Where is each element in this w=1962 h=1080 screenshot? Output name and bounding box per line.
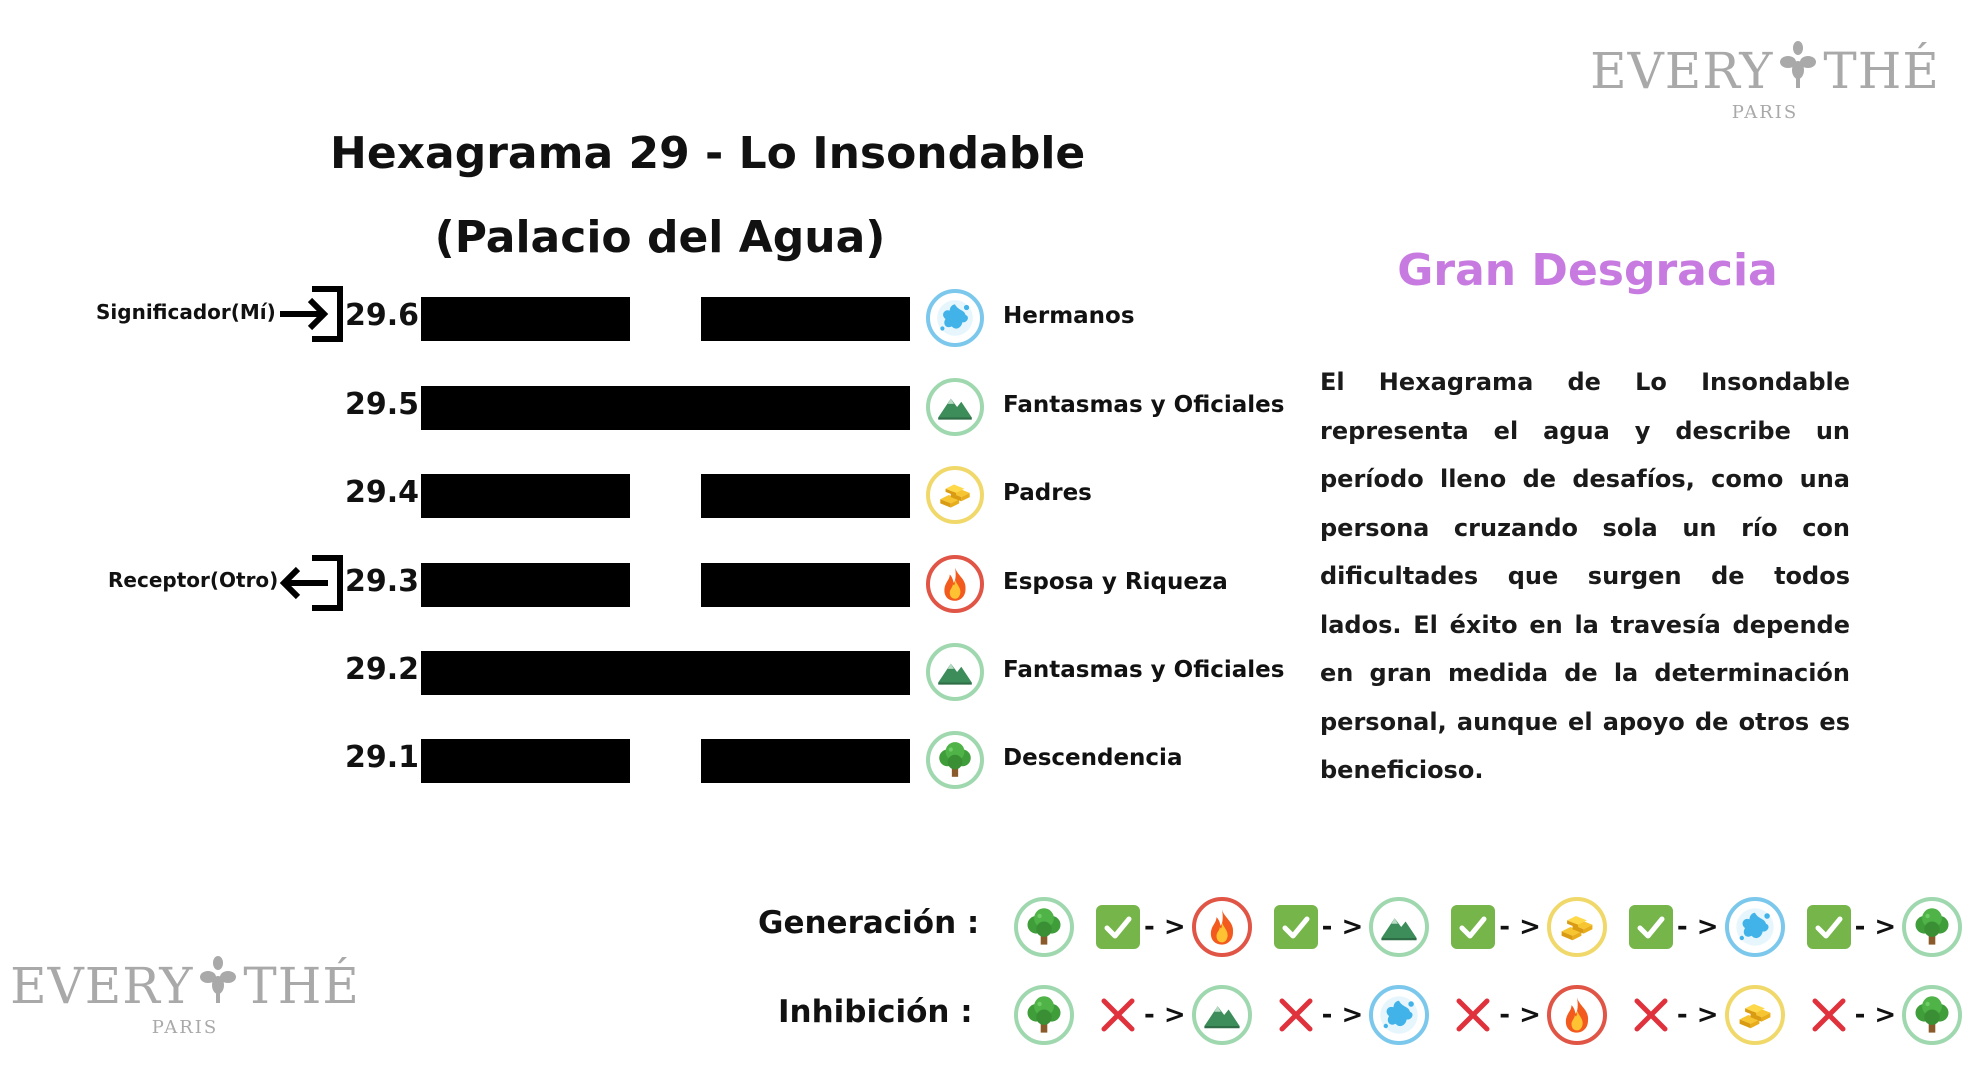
line-number: 29.3: [345, 564, 420, 599]
gold-bars-icon: [926, 466, 984, 524]
check-icon: [1096, 905, 1140, 949]
line-number: 29.2: [345, 652, 420, 687]
logo-word-right: THÉ: [1823, 42, 1940, 100]
tree-icon: [1902, 897, 1962, 957]
logo-top: [1590, 40, 1940, 123]
line-number: 29.1: [345, 740, 420, 775]
relation-label: Padres: [1003, 480, 1092, 506]
check-icon: [1807, 905, 1851, 949]
relation-label: Fantasmas y Oficiales: [1003, 657, 1285, 683]
fleur-ornament-icon: [1779, 40, 1817, 102]
palace-subtitle: (Palacio del Agua): [434, 212, 886, 263]
yin-line-segment: [701, 297, 910, 341]
yang-line-bar: [421, 651, 910, 695]
logo-sub: PARIS: [1731, 102, 1799, 123]
check-icon: [1274, 905, 1318, 949]
yin-line-segment: [421, 739, 630, 783]
relation-label: Fantasmas y Oficiales: [1003, 392, 1285, 418]
cross-icon: [1096, 993, 1140, 1037]
water-splash-icon: [926, 289, 984, 347]
tree-icon: [1014, 985, 1074, 1045]
yang-line-bar: [421, 386, 910, 430]
inhibicion-label: Inhibición :: [778, 994, 973, 1030]
relation-label: Descendencia: [1003, 745, 1183, 771]
description-paragraph: El Hexagrama de Lo Insondable representa el agua y describe un período lleno de desafíos, como una persona cruzando sola un río con dificultades que surgen de todos lados. El éxito en la travesía depende en gran medida de la determinación personal, aunque el apoyo de otros es beneficioso.: [1320, 368, 1850, 784]
mountain-icon: [1192, 985, 1252, 1045]
water-splash-icon: [1369, 985, 1429, 1045]
cycle-arrow: - >: [1321, 1000, 1364, 1030]
mountain-icon: [926, 378, 984, 436]
cross-icon: [1274, 993, 1318, 1037]
gold-bars-icon: [1725, 985, 1785, 1045]
line-number: 29.6: [345, 298, 420, 333]
cycle-arrow: - >: [1499, 912, 1541, 942]
cycle-arrow: - >: [1854, 1000, 1897, 1030]
fire-icon: [1547, 985, 1607, 1045]
check-icon: [1451, 905, 1495, 949]
relation-label: Hermanos: [1003, 303, 1135, 329]
significador-label: Significador(Mí): [96, 300, 276, 324]
yin-line-segment: [421, 474, 630, 518]
logo-sub: PARIS: [151, 1017, 219, 1038]
cycle-arrow: - >: [1676, 1000, 1719, 1030]
generacion-cycle: [1014, 897, 1962, 957]
mountain-icon: [926, 643, 984, 701]
fire-icon: [1192, 897, 1252, 957]
receptor-label: Receptor(Otro): [108, 568, 279, 592]
check-icon: [1629, 905, 1673, 949]
tree-icon: [926, 731, 984, 789]
yin-line-segment: [701, 474, 910, 518]
water-splash-icon: [1725, 897, 1785, 957]
fire-icon: [926, 555, 984, 613]
gold-bars-icon: [1547, 897, 1607, 957]
yin-line-segment: [421, 297, 630, 341]
logo-bottom: [10, 955, 360, 1038]
relation-label: Esposa y Riqueza: [1003, 569, 1228, 595]
mountain-icon: [1369, 897, 1429, 957]
tree-icon: [1014, 897, 1074, 957]
logo-word-right: THÉ: [243, 957, 360, 1015]
cross-icon: [1629, 993, 1673, 1037]
cycle-arrow: - >: [1321, 912, 1364, 942]
cycle-arrow: - >: [1854, 912, 1897, 942]
yin-line-segment: [701, 739, 910, 783]
line-number: 29.4: [345, 475, 420, 510]
yin-line-segment: [421, 563, 630, 607]
cycle-arrow: - >: [1144, 1000, 1186, 1030]
yin-line-segment: [701, 563, 910, 607]
fleur-ornament-icon: [199, 955, 237, 1017]
generacion-label: Generación :: [758, 905, 980, 941]
cycle-arrow: - >: [1499, 1000, 1541, 1030]
line-number: 29.5: [345, 387, 420, 422]
hexagram-title: Hexagrama 29 - Lo Insondable: [330, 128, 1086, 179]
inhibicion-cycle: [1014, 985, 1962, 1045]
cross-icon: [1807, 993, 1851, 1037]
cycle-arrow: - >: [1144, 912, 1186, 942]
gran-desgracia-title: Gran Desgracia: [1397, 245, 1778, 296]
cycle-arrow: - >: [1676, 912, 1719, 942]
tree-icon: [1902, 985, 1962, 1045]
logo-word-left: EVERY: [10, 957, 194, 1015]
logo-word-left: EVERY: [1590, 42, 1774, 100]
cross-icon: [1451, 993, 1495, 1037]
